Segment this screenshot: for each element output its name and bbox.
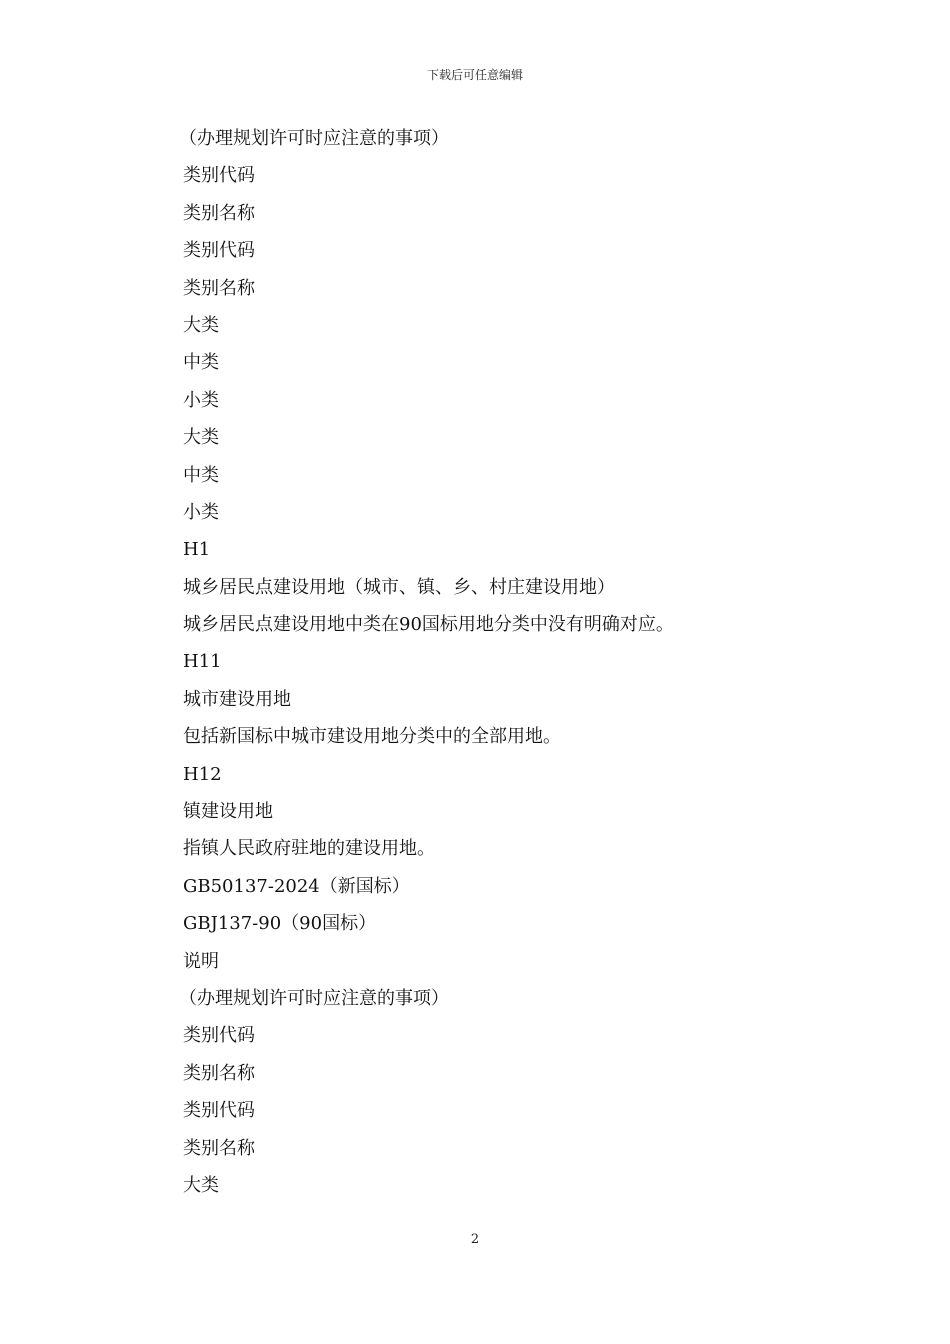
- text-line-major-class: 大类: [183, 1174, 219, 1196]
- text-line-old-standard: GBJ137-90（90国标）: [183, 913, 377, 935]
- text-line-new-standard: GB50137-2024（新国标）: [183, 875, 410, 897]
- text-line-category-code: 类别代码: [183, 1025, 255, 1047]
- text-line-category-name: 类别名称: [183, 1137, 255, 1159]
- text-line-h1-description: 城乡居民点建设用地中类在90国标用地分类中没有明确对应。: [183, 614, 674, 636]
- text-line-code-h12: H12: [183, 763, 222, 785]
- text-line-category-code: 类别代码: [183, 1100, 255, 1122]
- text-line-category-name: 类别名称: [183, 1062, 255, 1084]
- page-number: 2: [470, 1232, 480, 1247]
- text-line-category-code: 类别代码: [183, 165, 255, 187]
- text-line-category-name: 类别名称: [183, 277, 255, 299]
- text-line-major-class: 大类: [183, 314, 219, 336]
- text-line-medium-class: 中类: [183, 352, 219, 374]
- text-line-h1-name: 城乡居民点建设用地（城市、镇、乡、村庄建设用地）: [183, 576, 615, 598]
- page-header: 下载后可任意编辑: [426, 68, 523, 82]
- text-line-medium-class: 中类: [183, 464, 219, 486]
- text-line-category-name: 类别名称: [183, 202, 255, 224]
- text-line-explanation: 说明: [183, 950, 219, 972]
- text-line-minor-class: 小类: [183, 501, 219, 523]
- text-line-minor-class: 小类: [183, 389, 219, 411]
- text-line-major-class: 大类: [183, 427, 219, 449]
- text-line-note: （办理规划许可时应注意的事项）: [179, 128, 449, 149]
- text-line-h11-name: 城市建设用地: [183, 688, 291, 710]
- text-line-note: （办理规划许可时应注意的事项）: [179, 987, 449, 1009]
- text-line-code-h1: H1: [183, 539, 211, 561]
- document-body: [179, 120, 803, 1204]
- text-line-h11-description: 包括新国标中城市建设用地分类中的全部用地。: [183, 726, 561, 748]
- text-line-h12-description: 指镇人民政府驻地的建设用地。: [183, 838, 435, 860]
- text-line-code-h11: H11: [183, 651, 222, 673]
- text-line-h12-name: 镇建设用地: [183, 801, 273, 823]
- text-line-category-code: 类别代码: [183, 240, 255, 262]
